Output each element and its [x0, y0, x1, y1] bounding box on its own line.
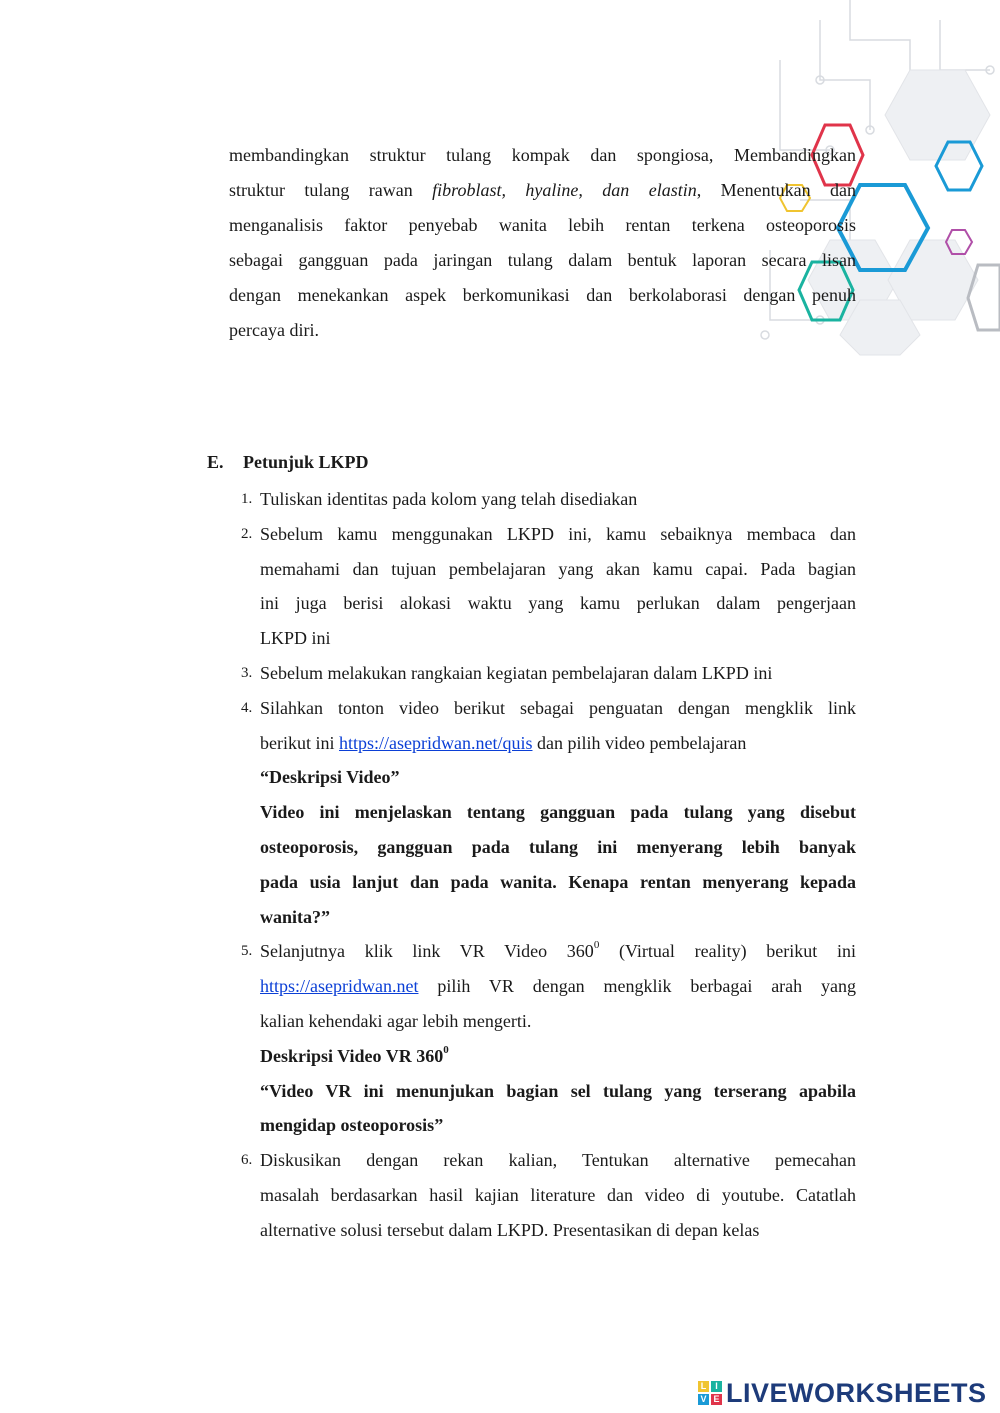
list-item	[241, 691, 856, 726]
video-description-line: Video ini menjelaskan tentang gangguan pada tulang yang disebut	[260, 802, 856, 823]
item-number: 5.	[241, 943, 253, 960]
brand-text: LIVEWORKSHEETS	[726, 1377, 987, 1408]
logo-letter: E	[711, 1394, 722, 1405]
intro-text: , Menentukan dan	[696, 180, 856, 200]
item-continuation: masalah berdasarkan hasil kajian literature dan video di youtube. Catatlah	[260, 1184, 856, 1205]
vr-title-text: Deskripsi Video VR 360	[260, 1045, 444, 1066]
intro-line: percaya diri.	[229, 320, 319, 340]
item-text: Silahkan tonton video berikut sebagai penguatan dengan mengklik link	[260, 697, 856, 718]
intro-line: dengan menekankan aspek berkomunikasi dan berkolaborasi dengan penuh	[229, 285, 856, 305]
section-letter: E.	[207, 452, 224, 472]
quis-link[interactable]: https://asepridwan.net/quis	[339, 732, 533, 753]
vr-description-line: mengidap osteoporosis”	[260, 1115, 444, 1136]
logo-letter: V	[698, 1394, 709, 1405]
item-text: pilih VR dengan mengklik berbagai arah yang	[418, 976, 856, 997]
section-title: Petunjuk LKPD	[243, 452, 369, 472]
vr-description-line: “Video VR ini menunjukan bagian sel tulang yang terserang apabila	[260, 1080, 856, 1101]
item-number: 3.	[241, 664, 253, 681]
item-number: 1.	[241, 491, 253, 507]
item-number: 4.	[241, 699, 253, 716]
video-description-title: “Deskripsi Video”	[260, 767, 400, 788]
item-text: (Virtual reality) berikut ini	[599, 941, 857, 962]
item-text: Selanjutnya klik link VR Video 360	[260, 941, 594, 962]
item-text: Sebelum melakukan rangkaian kegiatan pembelajaran dalam LKPD ini	[260, 662, 773, 683]
section-heading	[207, 452, 369, 473]
item-text: berikut ini	[260, 732, 339, 753]
list-item	[241, 482, 856, 517]
item-continuation: ini juga berisi alokasi waktu yang kamu perlukan dalam pengerjaan	[260, 593, 856, 614]
item-continuation	[260, 969, 856, 1004]
list-item	[241, 656, 856, 691]
intro-italic-terms: fibroblast, hyaline, dan elastin	[432, 180, 697, 200]
video-description-line: wanita?”	[260, 906, 331, 927]
logo-letter: L	[698, 1381, 709, 1392]
video-description-line: pada usia lanjut dan pada wanita. Kenapa rentan menyerang kepada	[260, 871, 856, 892]
item-text: Sebelum kamu menggunakan LKPD ini, kamu sebaiknya membaca dan	[260, 523, 856, 544]
item-continuation: kalian kehendaki agar lebih mengerti.	[260, 1010, 532, 1031]
item-text: Tuliskan identitas pada kolom yang telah disediakan	[260, 489, 638, 509]
item-continuation: LKPD ini	[260, 628, 331, 649]
intro-paragraph	[229, 138, 856, 348]
intro-text: struktur tulang rawan	[229, 180, 433, 200]
item-continuation	[260, 726, 856, 761]
list-item	[241, 1143, 856, 1178]
superscript: 0	[443, 1043, 449, 1056]
item-continuation: memahami dan tujuan pembelajaran yang akan kamu capai. Pada bagian	[260, 558, 856, 579]
instruction-list	[241, 482, 857, 1248]
vr-description-title	[260, 1039, 856, 1074]
item-text: Diskusikan dengan rekan kalian, Tentukan alternative pemecahan	[260, 1150, 856, 1171]
item-text: dan pilih video pembelajaran	[532, 732, 747, 753]
list-item	[241, 934, 857, 969]
item-continuation: alternative solusi tersebut dalam LKPD. Presentasikan di depan kelas	[260, 1219, 760, 1240]
item-number: 2.	[241, 525, 253, 542]
logo-icon	[698, 1381, 722, 1405]
intro-line: sebagai gangguan pada jaringan tulang dalam bentuk laporan secara lisan	[229, 250, 856, 270]
intro-line: menganalisis faktor penyebab wanita lebih rentan terkena osteoporosis	[229, 215, 856, 235]
video-description-line: osteoporosis, gangguan pada tulang ini menyerang lebih banyak	[260, 836, 856, 857]
vr-link[interactable]: https://asepridwan.net	[260, 976, 419, 997]
intro-line	[229, 173, 856, 208]
superscript: 0	[593, 939, 600, 952]
logo-letter: I	[711, 1381, 722, 1392]
liveworksheets-logo	[698, 1376, 987, 1410]
list-item	[241, 517, 856, 552]
item-number: 6.	[241, 1152, 253, 1169]
intro-line: membandingkan struktur tulang kompak dan spongiosa, Membandingkan	[229, 145, 856, 165]
